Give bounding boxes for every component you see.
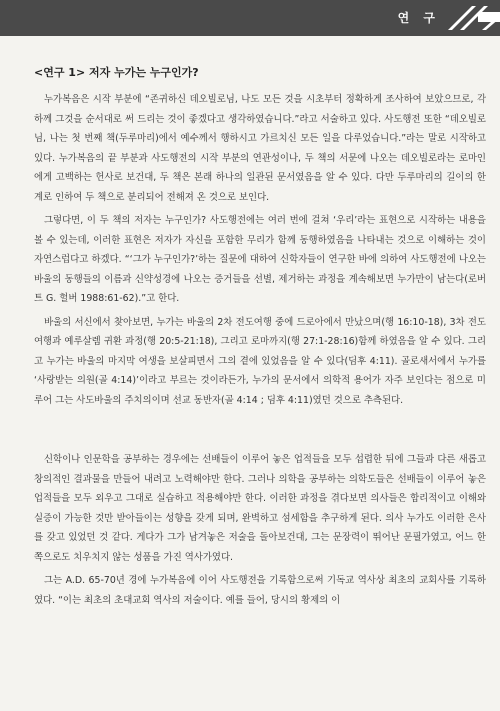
section-header-bar	[0, 0, 500, 36]
paragraph-3: 바울의 서신에서 찾아보면, 누가는 바울의 2차 전도여행 중에 드로아에서 만났으며(행 16:10-18), 3차 전도여행과 예루살렘 귀환 과정(행 20:5-21:18), 그리고 로마까지(행 27:1-28:16)함께 하였음을 알 수 있다. 그리고 누가는 바울의 마지막 여생을 보살피면서 그의 곁에 있었음을 알 수 있다(딤후 4:11). 골로새서에서 누가를 ‘사랑받는 의원(골 4:14)’이라고 부르는 것이라든가, 누가의 문서에서 의학적 용어가 자주 보인다는 점으로 미루어 그는 사도바울의 주치의이며 선교 동반자(골 4:14 ; 딤후 4:11)였던 것으로 추측된다.	[34, 316, 486, 406]
section-gap	[34, 414, 486, 450]
paragraph-2: 그렇다면, 이 두 책의 저자는 누구인가? 사도행전에는 여러 번에 걸쳐 ‘우리’라는 표현으로 시작하는 내용을 볼 수 있는데, 이러한 표현은 저자가 자신을 포함한 무리가 함께 동행하였음을 나타내는 것으로 이해하는 것이 자연스럽다고 하겠다. “‘그가 누구인가?’하는 질문에 대하여 신학자들이 연구한 바에 의하여 사도행전에 나오는 바울의 동행들의 이름과 신약성경에 나오는 증거들을 선별, 제거하는 과정을 계속해보면 누가만이 남는다(로버트 G. 헐버 1988:61-62).”고 한다.	[34, 215, 486, 304]
article-body	[34, 64, 486, 614]
paragraph-5: 그는 A.D. 65-70년 경에 누가복음에 이어 사도행전을 기록함으로써 기독교 역사상 최초의 교회사를 기록하였다. “이는 최초의 초대교회 역사의 저술이다. 예를 들어, 당시의 황제의 이	[34, 575, 486, 606]
corner-decoration-icon	[442, 0, 500, 36]
paragraph-4: 신학이나 인문학을 공부하는 경우에는 선배들이 이루어 놓은 업적들을 모두 섭렵한 뒤에 그들과 다른 새롭고 창의적인 결과물을 만들어 내려고 노력해야만 한다. 그러나 의학을 공부하는 의학도들은 선배들이 이루어 놓은 업적들을 모두 외우고 그대로 실습하고 적용해야만 한다. 이러한 과정을 겪다보면 의사들은 합리적이고 이해와 실증이 가능한 것만 받아들이는 성향을 갖게 되며, 완벽하고 섬세함을 추구하게 된다. 의사 누가도 이러한 은사를 갖고 있었던 것 같다. 게다가 그가 남겨놓은 저술을 돌아보건대, 그는 문장력이 뛰어난 문필가였고, 어느 한쪽으로도 치우치지 않는 성품을 가진 역사가였다.	[34, 454, 486, 563]
study-heading: <연구 1> 저자 누가는 누구인가?	[34, 66, 199, 79]
paragraph-1: 누가복음은 시작 부분에 “존귀하신 데오빌로님, 나도 모든 것을 시초부터 정확하게 조사하여 보았으므로, 각하께 그것을 순서대로 써 드리는 것이 좋겠다고 생각하였습니다.”라고 서술하고 있다. 사도행전 또한 “데오빌로님, 나는 첫 번째 책(두루마리)에서 예수께서 행하시고 가르치신 모든 일을 다루었습니다.”라는 말로 시작하고 있다. 누가복음의 끝 부분과 사도행전의 시작 부분의 연관성이나, 두 책의 서문에 나오는 데오빌로라는 로마인에게 고백하는 헌사로 보건대, 두 책은 본래 하나의 일관된 문서였음을 알 수 있다. 다만 두루마리의 길이의 한계로 인하여 두 책으로 분리되어 전해져 온 것으로 보인다.	[34, 94, 486, 203]
section-title: 연 구	[397, 11, 440, 25]
